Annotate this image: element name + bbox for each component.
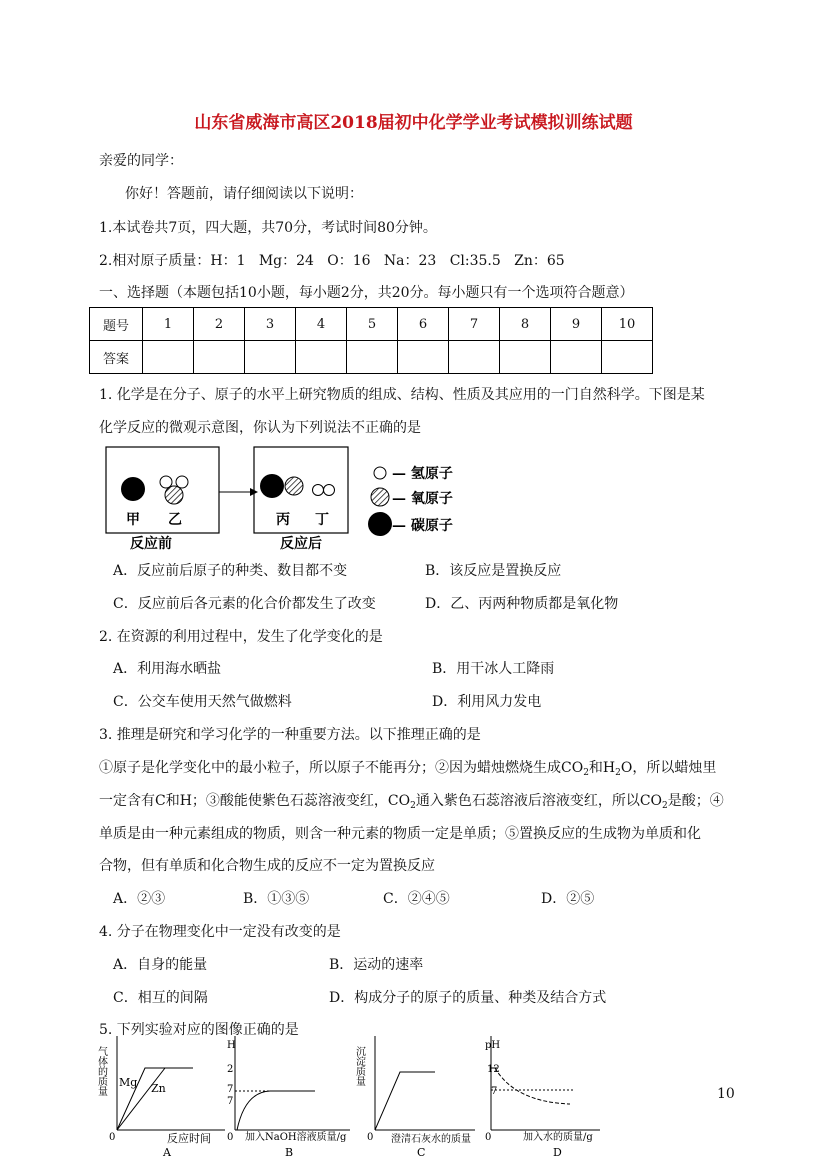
section-heading: 一、选择题（本题包括10小题，每小题2分，共20分。每小题只有一个选项符合题意） [99, 285, 634, 301]
table-cell: 题号 [90, 308, 143, 341]
graph-a-xlabel: 反应时间 [167, 1132, 211, 1145]
legend-carbon: — 碳原子 [392, 518, 453, 534]
table-cell: 4 [296, 308, 347, 341]
oxygen-atom-icon [285, 477, 303, 495]
page-number: 10 [717, 1086, 735, 1102]
q2-option-b[interactable]: B．用干冰人工降雨 [432, 661, 555, 677]
q4-stem: 4. 分子在物理变化中一定没有改变的是 [99, 924, 341, 940]
q1-stem-line1: 1. 化学是在分子、原子的水平上研究物质的组成、结构、性质及其应用的一门自然科学。下图是某 [99, 387, 705, 403]
answer-cell[interactable] [500, 341, 551, 374]
hydrogen-atom-icon [160, 476, 172, 488]
greeting: 亲爱的同学： [99, 153, 183, 169]
table-cell: 8 [500, 308, 551, 341]
hello-text: 你好！答题前，请仔细阅读以下说明： [125, 186, 363, 202]
note-1: 1.本试卷共7页，四大题，共70分，考试时间80分钟。 [99, 220, 437, 236]
label-before: 反应前 [130, 536, 172, 552]
graph-a-ylabel: 气体的质量 [95, 1046, 107, 1096]
graph-d-curve [495, 1068, 570, 1104]
table-cell: 3 [245, 308, 296, 341]
q3-stem: 3. 推理是研究和学习化学的一种重要方法。以下推理正确的是 [99, 727, 481, 743]
q4-option-c[interactable]: C．相互的间隔 [113, 990, 208, 1006]
q1-option-a[interactable]: A．反应前后原子的种类、数目都不变 [113, 563, 348, 579]
legend-carbon-icon [368, 512, 392, 536]
q3-line2: 一定含有C和H；③酸能使紫色石蕊溶液变红，$CO_2$通入紫色石蕊溶液后溶液变红，所以$CO_2$是酸；④ [99, 793, 724, 811]
reaction-diagram [100, 444, 480, 556]
answer-cell[interactable] [602, 341, 653, 374]
table-row [90, 308, 653, 341]
q2-option-c[interactable]: C．公交车使用天然气做燃料 [113, 694, 292, 710]
graph-c-ylabel: 沉淀质量 [353, 1046, 365, 1086]
table-cell: 9 [551, 308, 602, 341]
answer-cell[interactable] [296, 341, 347, 374]
graph-a-label-zn: Zn [151, 1082, 166, 1095]
q4-option-b[interactable]: B．运动的速率 [329, 957, 424, 973]
answer-cell[interactable] [143, 341, 194, 374]
graph-d-ylabel: pH [485, 1040, 501, 1051]
graph-a-origin: 0 [109, 1132, 116, 1143]
table-cell: 10 [602, 308, 653, 341]
graph-b-tick1: 2 [227, 1064, 234, 1075]
q4-option-d[interactable]: D．构成分子的原子的质量、种类及结合方式 [329, 990, 607, 1006]
graph-b-ylabel: H [227, 1040, 236, 1051]
page-title: 山东省威海市高区2018届初中化学学业考试模拟训练试题 [194, 113, 633, 133]
q4-option-a[interactable]: A．自身的能量 [113, 957, 208, 973]
q5-stem: 5. 下列实验对应的图像正确的是 [99, 1022, 299, 1038]
table-cell: 6 [398, 308, 449, 341]
table-cell: 7 [449, 308, 500, 341]
graph-c [354, 1036, 476, 1159]
table-cell: 5 [347, 308, 398, 341]
answer-cell[interactable] [551, 341, 602, 374]
q3-option-b[interactable]: B．①③⑤ [243, 891, 310, 907]
q2-option-d[interactable]: D．利用风力发电 [432, 694, 542, 710]
graph-b-tick3: 7 [227, 1096, 234, 1107]
graph-a [96, 1036, 226, 1159]
graph-b-tick2: 7 [227, 1084, 234, 1095]
answer-table [89, 307, 653, 374]
graph-d-xlabel: 加入水的质量/g [523, 1132, 593, 1143]
label-jia: 甲 [126, 512, 140, 528]
q3-option-d[interactable]: D．②⑤ [541, 891, 595, 907]
label-after: 反应后 [280, 536, 322, 552]
graph-b-origin: 0 [227, 1132, 234, 1143]
carbon-atom-icon [121, 477, 145, 501]
graph-d-tick1: 12 [487, 1064, 500, 1075]
q3-option-c[interactable]: C．②④⑤ [383, 891, 450, 907]
graph-d-origin: 0 [485, 1132, 492, 1143]
legend-oxygen: — 氧原子 [392, 491, 453, 507]
q3-option-a[interactable]: A．②③ [113, 891, 166, 907]
graph-b [227, 1036, 350, 1159]
answer-cell[interactable] [194, 341, 245, 374]
graph-b-caption: B [285, 1146, 294, 1159]
answer-cell[interactable] [398, 341, 449, 374]
q1-option-b[interactable]: B．该反应是置换反应 [425, 563, 562, 579]
graph-b-xlabel: 加入NaOH溶液质量/g [245, 1132, 347, 1143]
label-bing: 丙 [276, 512, 290, 528]
q2-option-a[interactable]: A．利用海水晒盐 [113, 661, 222, 677]
note-2: 2.相对原子质量：H：1 Mg：24 O：16 Na：23 Cl:35.5 Zn：65 [99, 253, 565, 269]
graph-d-tick2: 7 [491, 1086, 498, 1097]
table-cell: 1 [143, 308, 194, 341]
table-cell: 2 [194, 308, 245, 341]
label-ding: 丁 [315, 512, 329, 528]
graph-b-curve [237, 1091, 315, 1130]
carbon-atom-icon [260, 474, 284, 498]
table-row [90, 341, 653, 374]
answer-cell[interactable] [245, 341, 296, 374]
graph-c-caption: C [417, 1146, 426, 1159]
label-yi: 乙 [168, 512, 182, 528]
oxygen-atom-icon [165, 486, 183, 504]
graph-c-origin: 0 [367, 1132, 374, 1143]
q3-line3: 单质是由一种元素组成的物质，则含一种元素的物质一定是单质；⑤置换反应的生成物为单质和化 [99, 826, 701, 842]
legend-hydrogen: — 氢原子 [392, 466, 453, 482]
hydrogen-atom-icon [313, 485, 324, 496]
q5-graphs [95, 1030, 735, 1170]
hydrogen-atom-icon [324, 485, 335, 496]
hydrogen-atom-icon [176, 476, 188, 488]
legend-hydrogen-icon [374, 467, 386, 479]
graph-d [485, 1036, 600, 1159]
legend-oxygen-icon [371, 488, 389, 506]
q1-option-c[interactable]: C．反应前后各元素的化合价都发生了改变 [113, 596, 376, 612]
answer-cell[interactable] [449, 341, 500, 374]
q3-line1: ①原子是化学变化中的最小粒子，所以原子不能再分；②因为蜡烛燃烧生成$CO_2$和$H_2O$，所以蜡烛里 [99, 760, 717, 778]
graph-a-label-mg: Mg [119, 1076, 138, 1089]
q1-option-d[interactable]: D．乙、丙两种物质都是氧化物 [425, 596, 619, 612]
q2-stem: 2. 在资源的利用过程中，发生了化学变化的是 [99, 629, 383, 645]
graph-a-caption: A [163, 1146, 171, 1159]
graph-c-line [375, 1072, 435, 1130]
graph-d-caption: D [553, 1146, 562, 1159]
q1-stem-line2: 化学反应的微观示意图，你认为下列说法不正确的是 [99, 420, 421, 436]
q3-line4: 合物，但有单质和化合物生成的反应不一定为置换反应 [99, 858, 435, 874]
answer-cell[interactable] [347, 341, 398, 374]
graph-c-xlabel: 澄清石灰水的质量 [391, 1134, 471, 1145]
table-cell: 答案 [90, 341, 143, 374]
